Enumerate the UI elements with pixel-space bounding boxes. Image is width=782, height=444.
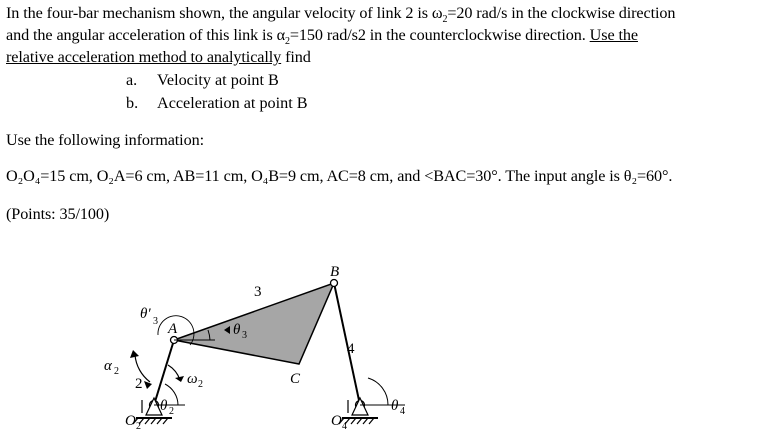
line2-text-b: =150 rad/s2 in the counterclockwise direction. (289, 26, 590, 44)
line1-text-b: =20 rad/s in the clockwise direction (447, 4, 676, 22)
label-theta3: θ (233, 322, 241, 338)
line3-underlined: relative acceleration method to analytically (6, 48, 282, 66)
label-O2: O (125, 413, 136, 429)
omega2-arrowhead (175, 376, 184, 382)
list-item-marker-b: b. (126, 94, 139, 112)
crank-link-2 (154, 340, 174, 405)
label-O2-sub: 2 (136, 421, 141, 432)
label-link-3: 3 (254, 284, 262, 300)
list-item-marker-a: a. (126, 71, 138, 89)
line1-sub: 2 (442, 14, 448, 26)
label-C: C (290, 371, 301, 387)
label-alpha2-sub: 2 (114, 366, 119, 377)
label-theta2: θ (160, 398, 168, 414)
line2-text-a: and the angular acceleration of this link is α (6, 26, 285, 44)
line2-sub: 2 (284, 36, 290, 48)
label-theta3-sub: 3 (242, 330, 247, 341)
line3-text-b: find (281, 48, 311, 66)
label-alpha2: α (104, 358, 112, 374)
label-theta2-sub: 2 (169, 406, 174, 417)
theta4-arc (368, 378, 388, 405)
joint-B (331, 280, 338, 287)
list-item-text-b: Acceleration at point B (157, 94, 308, 112)
label-omega2: ω (187, 371, 198, 387)
label-theta4: θ (391, 398, 399, 414)
info-data: O₂O₄=15 cm, O₂A=6 cm, AB=11 cm, O₄B=9 cm, AC=8 cm, and <BAC=30°. The input angle is θ₂=60°. (6, 167, 673, 185)
label-theta3-prime-sub: 3 (153, 316, 158, 327)
label-omega2-sub: 2 (198, 379, 203, 390)
label-theta4-sub: 4 (400, 406, 405, 417)
label-theta3-prime: θ′ (140, 306, 151, 322)
list-item-text-a: Velocity at point B (157, 71, 279, 89)
line2-underlined: Use the (589, 26, 638, 44)
alpha2-arrowhead (130, 350, 139, 358)
alpha2-arrowhead-2 (144, 381, 152, 389)
label-B: B (330, 264, 340, 280)
label-A: A (168, 321, 178, 337)
label-link-4: 4 (347, 341, 355, 357)
label-O4-sub: 4 (342, 421, 347, 432)
info-heading: Use the following information: (6, 131, 204, 149)
points-text: (Points: 35/100) (6, 205, 110, 223)
line1-text-a: In the four-bar mechanism shown, the angular velocity of link 2 is ω (6, 4, 443, 22)
label-link-2: 2 (135, 376, 143, 392)
label-O4: O (331, 413, 342, 429)
